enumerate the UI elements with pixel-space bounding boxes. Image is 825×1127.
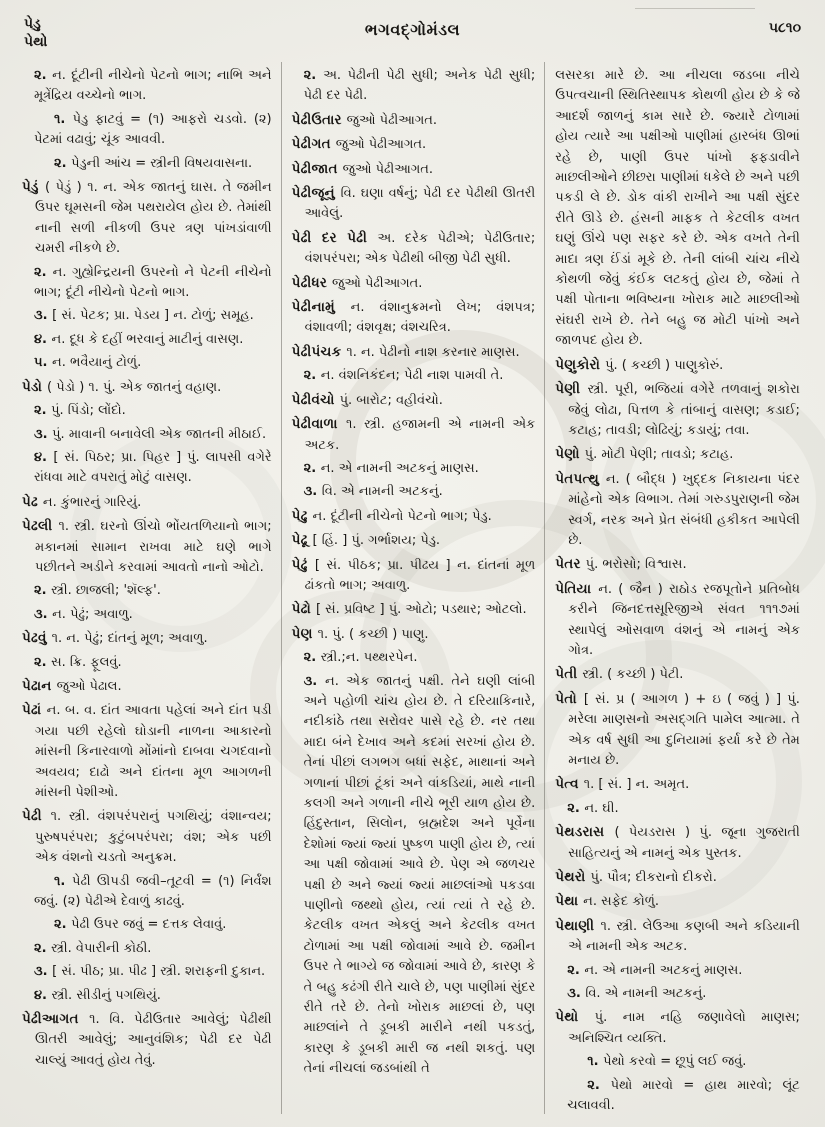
sense-paragraph: ૪. ન. દૂધ કે દહીં ભરવાનું માટીનું વાસણ.	[34, 331, 244, 347]
column-3	[545, 62, 809, 1114]
sense-number: ૨.	[303, 68, 324, 83]
dictionary-entry: પેથડરાસ ( પેયડરાસ ) પું. જૂના ગુજરાતી સાહિત્યનું એ નામનું એક પુસ્તક.	[555, 824, 800, 861]
page-number: ૫૮૧૦	[768, 20, 801, 36]
dictionary-entry: પેઢીજૂનું વિ. ઘણા વર્ષનું; પેઢી દર પેઢીથી ઊતરી આવેલું.	[291, 185, 536, 222]
sense-number: ૨.	[587, 1077, 611, 1093]
sense-paragraph: ૪. [ સં. પિઠર; પ્રા. પિહર ] પું. લાપસી વગેરે રાંધવા માટે વપરાતું મોટું વાસણ.	[34, 449, 272, 486]
dictionary-entry: પેઢીઉતાર જુઓ પેઢીઆગત.	[291, 111, 438, 128]
headword: પેડું	[22, 179, 45, 196]
headword: પેતો	[555, 690, 584, 707]
idiom-line: ૧. પેઢી ઊપડી જવી–તૂટવી = (૧) નિર્વંશ જવું. (૨) પેઢીએ દેવાળું કાઢવું.	[34, 873, 272, 910]
sense-paragraph: ૩. ન. એક જાતનું પક્ષી. તેને ઘણી લાંબી અને પહોળી ચાંચ હોય છે. તે દરિયાકિનારે, નદીકાંઠે તથા સરોવર પાસે રહે છે. નર તથા માદા બંને દેખાવ અને કદમાં સરખાં હોય છે. તેનાં પીછાં લગભગ બધાં સફેદ, માથાનાં અને ગળાનાં પીછાં ટૂંકાં અને વાંકડિયાં, માથે નાની કલગી અને ગળાની નીચે ભૂરી યાળ હોય છે. હિંદુસ્તાન, સિલોન, બ્રહ્મદેશ અને પૂર્વેના દેશોમાં જ્યાં જ્યાં પુષ્કળ પાણી હોય છે, ત્યાં આ પક્ષી જોવામાં આવે છે. પેણ એ જળચર પક્ષી છે અને જ્યાં જ્યાં માછલાંઓ પકડવા પાણીનો જથ્થો હોય, ત્યાં ત્યાં તે રહે છે. કેટલીક વખત એકલું અને કેટલીક વખત ટોળામાં આ પક્ષી જોવામાં આવે છે. જમીન ઉપર તે ભાગ્યે જ જોવામાં આવે છે, કારણ કે તે બહુ કઢંગી રીતે ચાલે છે, પણ પાણીમાં સુંદર રીતે તરે છે. તેનો ખોરાક માછલાં છે, પણ માછલાંને તે ડૂબકી મારીને નથી પકડતું, કારણ કે ડૂબકી મારી જ નથી શકતું. પણ તેનાં નીચલાં જડબાંથી તે	[303, 673, 536, 1077]
dictionary-entry: પેઢીજાત જુઓ પેઢીઆગત.	[291, 160, 434, 177]
idiom-line: ૨. પેડુની આંચ = સ્ત્રીની વિષયવાસના.	[54, 155, 253, 171]
headword: પેઢાન	[22, 677, 57, 694]
dictionary-entry: પેતો [ સં. પ્ર ( આગળ ) + ઇ ( જવું ) ] પું. મરેલા માણસનો અસદ્‌ગતિ પામેલ આત્મા. તે એક વર્ષ સુધી આ દુનિયામાં ફર્યા કરે છે તેમ મનાય છે.	[555, 690, 800, 768]
dictionary-entry: પેથા ન. સફેદ કોળું.	[555, 893, 660, 910]
headword: પેઢો	[291, 601, 316, 618]
sense-paragraph: ૫. ન. ભવૈયાનું ટોળું.	[34, 355, 142, 371]
dictionary-entry: પેતિયા ન. ( જૈન ) રાઠોડ રજપૂતોને પ્રતિબોધ કરીને જિનદત્તસૂરિજીએ સંવત ૧૧૧૭માં સ્થાપેલું ઓસવાળ વંશનું એ નામનું એક ગોત્ર.	[555, 580, 800, 658]
sense-paragraph: ૨. પું. પિંડો; લોંદો.	[34, 403, 126, 419]
sense-paragraph: ૨. સ્ત્રી. વેપારીની કોઠી.	[34, 940, 152, 956]
sense-number: ૩.	[34, 426, 53, 442]
dictionary-entry: પેઢીનામું ન. વંશાનુક્રમનો લેખ; વંશપત્ર; વંશાવળી; વંશવૃક્ષ; વંશચરિત્ર.	[291, 299, 536, 336]
dictionary-entry: પેઢીઆગત ૧. વિ. પેઢીઉતાર આવેલું; પેઢીથી ઊતરી આવેલું; આનુવંશિક; પેઢી દર પેઢી ચાલ્યું આવતું હોય તેવું.	[22, 1011, 272, 1068]
sense-paragraph: ૩. વિ. એ નામની અટકનું.	[567, 986, 707, 1002]
guide-words	[24, 16, 204, 51]
sense-number: ૧.	[54, 111, 73, 127]
dictionary-entry: પેઢવું ૧. ન. પેઢું; દાંતનું મૂળ; અવાળુ.	[22, 630, 208, 647]
dictionary-entry: પેણો પું. મોટી પેણી; તાવડો; કટાહ.	[555, 446, 734, 463]
headword: પેથાણી	[555, 917, 601, 934]
headword: પેઢું	[291, 556, 315, 573]
sense-number: ૨.	[34, 403, 52, 419]
sense-number: ૩.	[303, 673, 326, 689]
dictionary-entry: પેઢો [ સં. પ્રવિષ્ટ ] પું. ઓટો; પડથાર; ઓટલો.	[291, 601, 527, 618]
headword: પેઢીઉતાર	[291, 111, 347, 128]
headword: પેતિયા	[555, 580, 599, 597]
column-1	[18, 62, 282, 1114]
sense-number: ૨.	[303, 460, 321, 476]
dictionary-entry: પેણુકોરો પું. ( કચ્છી ) પાણુકોરું.	[555, 356, 724, 373]
sense-number: ૩.	[303, 484, 322, 500]
headword: પેઢલી	[22, 518, 59, 535]
headword: પેણ	[291, 625, 318, 642]
sense-number: ૨.	[303, 650, 321, 666]
dictionary-entry: પેથો પું. નામ નહિ જણાવેલો માણસ; અનિશ્ચિત વ્યક્તિ.	[555, 1009, 800, 1046]
headword: પેઢી	[22, 808, 51, 825]
sense-number: ૩.	[34, 606, 53, 622]
headword: પેઢૂ	[291, 532, 313, 549]
headword: પેત્વ	[555, 776, 584, 793]
sense-number: ૧.	[54, 873, 73, 889]
sense-number: ૨.	[54, 155, 72, 171]
dictionary-entry: પેણી સ્ત્રી. પૂરી, ભજિયાં વગેરે તળવાનું શકોરા જેવું લોઢા, પિત્તળ કે તાંબાનું વાસણ; કડાઈ; કટાહ; તાવડી; લોઢિયું; કડાયું; તવા.	[555, 381, 800, 438]
sense-paragraph: ૨. સ્ત્રી. છાજલી; 'શૅલ્ફ'.	[34, 583, 161, 599]
sense-paragraph: ૨. ન. એ નામની અટકનું માણસ.	[303, 460, 479, 476]
sense-number: ૪.	[34, 331, 52, 347]
headword: પેથડરાસ	[555, 824, 615, 841]
sense-number: ૩.	[34, 964, 53, 980]
headword: પેઢાં	[22, 702, 47, 719]
sense-paragraph: ૩. વિ. એ નામની અટકનું.	[303, 484, 443, 500]
sense-number: ૨.	[34, 583, 52, 599]
continuation-paragraph: લસરકા મારે છે. આ નીચલા જડબા નીચે ઉપત્વચાની સ્થિતિસ્થાપક કોથળી હોય છે કે જે આદર્શ જાળનું કામ સારે છે. જ્યારે ટોળામાં હોય ત્યારે આ પક્ષીઓ પાણીમાં હારબંધ ઊભાં રહે છે, પાણી ઉપર પાંખો ફફડાવીને માછલીઓને છીછરા પાણીમાં ધકેલે છે અને પછી પકડી લે છે. ડોક વાંકી રાખીને આ પક્ષી સુંદર રીતે ઊડે છે. હંસની માફક તે કેટલીક વખત ઘણું ઊંચે પણ સફર કરે છે. એક વખતે તેની માદા ત્રણ ઈંડાં મૂકે છે. તેની લાંબી ચાંચ નીચે કોથળી જેવું કંઈક લટકતું હોય છે, જેમાં તે પક્ષી પોતાના ભવિષ્યના ખોરાક માટે માછલીઓ સંઘરી રાખે છે. તેને બહુ જ મોટી પાંખો અને જાળપદ હોય છે.	[555, 68, 800, 349]
sense-paragraph: ૨. અ. પેઢીની પેઢી સુધી; અનેક પેઢી સુધી; પેઢી દર પેઢી.	[303, 68, 536, 104]
dictionary-entry: પેત્વ ૧. [ સં. ] ન. અમૃત.	[555, 776, 690, 793]
dictionary-entry: પેઢ ન. કુંભારનું ગારિયું.	[22, 493, 142, 510]
dictionary-entry: પેડું ( પેડું ) ૧. ન. એક જાતનું ઘાસ. તે જમીન ઉપર ઘૂમસની જેમ પથરાયેલ હોય છે. તેમાંથી નાની સળી નીકળી ઉપર ત્રણ પાંખડાંવાળી ચમરી નીકળે છે.	[22, 179, 272, 257]
dictionary-entry: પેતી સ્ત્રી. ( કચ્છી ) પેટી.	[555, 666, 684, 683]
sense-paragraph: ૨. સ્ત્રી.;ન. પથ્થરપેન.	[303, 650, 418, 666]
guide-word-first: પેડુ	[24, 16, 41, 32]
headword: પેઢ	[22, 493, 43, 510]
dictionary-entry: પેઢલી ૧. સ્ત્રી. ઘરનો ઊંચો ભોંયતળિયાનો ભાગ; મકાનમાં સામાન રાખવા માટે ઘણે ભાગે પછીતને અડીને કરવામાં આવતો નાનો ઓટો.	[22, 518, 272, 575]
sense-number: ૪.	[34, 987, 52, 1003]
dictionary-entry: પેથરો પું. પૌત્ર; દીકરાનો દીકરો.	[555, 869, 717, 886]
headword: પેતી	[555, 666, 583, 683]
dictionary-entry: પેઢુ ન. દૂંટીની નીચેનો પેટનો ભાગ; પેડુ.	[291, 507, 492, 524]
dictionary-entry: પેઢીવાળા ૧. સ્ત્રી. હજામની એ નામની એક અટક.	[291, 416, 536, 453]
headword: પેથો	[555, 1009, 595, 1026]
headword: પેઢીધર	[291, 274, 333, 291]
idiom-line: ૧. પેડુ ફાટવું = (૧) આફરો ચડવો. (૨) પેટમાં વઢાવું; ચૂંક આવવી.	[34, 111, 272, 148]
headword: પેઢીઆગત	[22, 1011, 90, 1028]
dictionary-entry: પેઢાન જુઓ પેઢાલ.	[22, 677, 122, 694]
headword: પેતર	[555, 556, 586, 573]
idiom-line: ૨. પેઢી ઉપર જવું = દત્તક લેવાવું.	[54, 917, 227, 933]
sense-number: ૨.	[567, 800, 585, 816]
dictionary-entry: પેઢું [ સં. પીઠક; પ્રા. પીઢય ] ન. દાંતનાં મૂળ ઢાંકતો ભાગ; અવાળુ.	[291, 556, 536, 593]
headword: પેણો	[555, 446, 585, 463]
sense-number: ૫.	[34, 355, 53, 371]
dictionary-entry: પેથાણી ૧. સ્ત્રી. લેઉઆ કણબી અને કડિયાની એ નામની એક અટક.	[555, 917, 800, 955]
sense-paragraph: ૪. સ્ત્રી. સીડીનું પગથિયું.	[34, 987, 161, 1003]
headword: પેઢીવંચો	[291, 391, 340, 408]
dictionary-entry: પેઢાં ન. બ. વ. દાંત આવતા પહેલાં અને દાંત પડી ગયા પછી રહેલો ઘોડાની નાળના આકારનો માંસની કિનારવાળો મોંમાંનો દાબવા ચગદવાનો અવયવ; દાઢો અને દાંતના મૂળ આગળની માંસની પેશીઓ.	[22, 702, 272, 800]
sense-paragraph: ૩. ન. પેઢું; અવાળુ.	[34, 606, 133, 622]
headword: પેઢુ	[291, 507, 313, 524]
headword: પેથા	[555, 893, 584, 910]
sense-number: ૨.	[303, 368, 321, 384]
idiom-line: ૨. પેથો મારવો = હાથ મારવો; લૂંટ ચલાવવી.	[567, 1077, 800, 1114]
sense-number: ૨.	[54, 917, 72, 933]
sense-paragraph: ૩. [ સં. પેટક; પ્રા. પેડય ] ન. ટોળું; સમૂહ.	[34, 308, 254, 324]
dictionary-entry: પેઢીવંચો પું. બારોટ; વહીવંચો.	[291, 391, 443, 408]
sense-number: ૨.	[34, 940, 52, 956]
sense-paragraph: ૩. [ સં. પીઠ; પ્રા. પીઢ ] સ્ત્રી. શરાફની દુકાન.	[34, 964, 266, 980]
sense-number: ૨.	[567, 962, 585, 978]
sense-number: ૩.	[34, 308, 53, 324]
headword: પેતપત્થુ	[555, 470, 606, 487]
sense-paragraph: ૩. પું. માવાની બનાવેલી એક જાતની મીઠાઈ.	[34, 426, 267, 442]
dictionary-entry: પેઢીધર જુઓ પેઢીઆગત.	[291, 274, 423, 291]
dictionary-entry: પેડો ( પેડો ) ૧. પું. એક જાતનું વહાણ.	[22, 378, 222, 395]
headword: પેણી	[555, 381, 588, 398]
sense-number: ૨.	[34, 654, 52, 670]
text-columns	[10, 58, 815, 1114]
headword: પેઢી દર પેઢી	[291, 229, 378, 246]
headword: પેઢીજાત	[291, 160, 343, 177]
sense-number: ૨.	[34, 68, 53, 83]
headword: પેઢીગત	[291, 136, 336, 153]
sense-paragraph: ૨. ન. ગુહ્યેન્દ્રિયની ઉપરનો ને પેટની નીચેનો ભાગ; દૂંટી નીચેનો પેટનો ભાગ.	[34, 264, 272, 301]
dictionary-entry: પેઢૂ [ હિં. ] પું. ગર્ભાશય; પેડુ.	[291, 532, 441, 549]
dictionary-entry: પેતર પું. ભરોસો; વિશ્વાસ.	[555, 556, 687, 573]
page-header	[10, 10, 815, 58]
idiom-line: ૧. પેથો કરવો = છૂપું લઈ જવું.	[587, 1054, 747, 1070]
dictionary-entry: પેતપત્થુ ન. ( બૌદ્ધ ) ખુદ્દક નિકાયના પંદર માંહેનો એક વિભાગ. તેમાં ગરુડપુરાણની જેમ સ્વર્ગ, નરક અને પ્રેત સંબંધી હકીકત આપેલી છે.	[555, 470, 800, 548]
guide-word-last: પેથો	[24, 33, 48, 50]
sense-paragraph: ૨. ન. એ નામની અટકનું માણસ.	[567, 962, 743, 978]
headword: પેડો	[22, 378, 48, 395]
column-2	[282, 62, 546, 1114]
sense-number: ૧.	[587, 1054, 604, 1070]
sense-number: ૪.	[34, 449, 54, 465]
page-title: ભગવદ્ગોમંડલ	[364, 20, 461, 39]
dictionary-entry: પેઢીપંચક ૧. ન. પેઢીનો નાશ કરનાર માણસ.	[291, 343, 520, 360]
dictionary-entry: પેઢી દર પેઢી અ. દરેક પેઢીએ; પેઢીઉતાર; વંશપરંપરા; એક પેઢીથી બીજી પેઢી સુધી.	[291, 229, 536, 267]
headword: પેઢીનામું	[291, 299, 351, 316]
headword: પેઢીવાળા	[291, 416, 347, 433]
headword: પેણુકોરો	[555, 356, 606, 373]
sense-paragraph: ૨. ન. દૂંટીની નીચેનો પેટનો ભાગ; નાભિ અને મૂત્રેંદ્રિય વચ્ચેનો ભાગ.	[34, 68, 272, 104]
sense-paragraph: ૨. સ. ક્રિ. ફૂલવું.	[34, 654, 122, 670]
sense-number: ૩.	[567, 986, 586, 1002]
sense-number: ૨.	[34, 264, 53, 280]
headword: પેથરો	[555, 869, 591, 886]
sense-paragraph: ૨. ન. વંશનિકંદન; પેઢી નાશ પામવી તે.	[303, 368, 504, 384]
sense-paragraph: ૨. ન. ઘી.	[567, 800, 619, 816]
headword: પેઢીજૂનું	[291, 185, 341, 202]
headword: પેઢવું	[22, 630, 52, 647]
dictionary-entry: પેઢી ૧. સ્ત્રી. વંશપરંપરાનું પગથિયું; વંશાન્વય; પુરુષપરંપરા; કુટુંબપરંપરા; વંશ; એક પછી એક વંશનો ચડતો અનુક્રમ.	[22, 808, 272, 866]
dictionary-entry: પેઢીગત જુઓ પેઢીઆગત.	[291, 136, 427, 153]
dictionary-entry: પેણ ૧. પું. ( કચ્છી ) પાણુ.	[291, 625, 429, 642]
top-rule	[635, 8, 755, 9]
headword: પેઢીપંચક	[291, 343, 347, 360]
